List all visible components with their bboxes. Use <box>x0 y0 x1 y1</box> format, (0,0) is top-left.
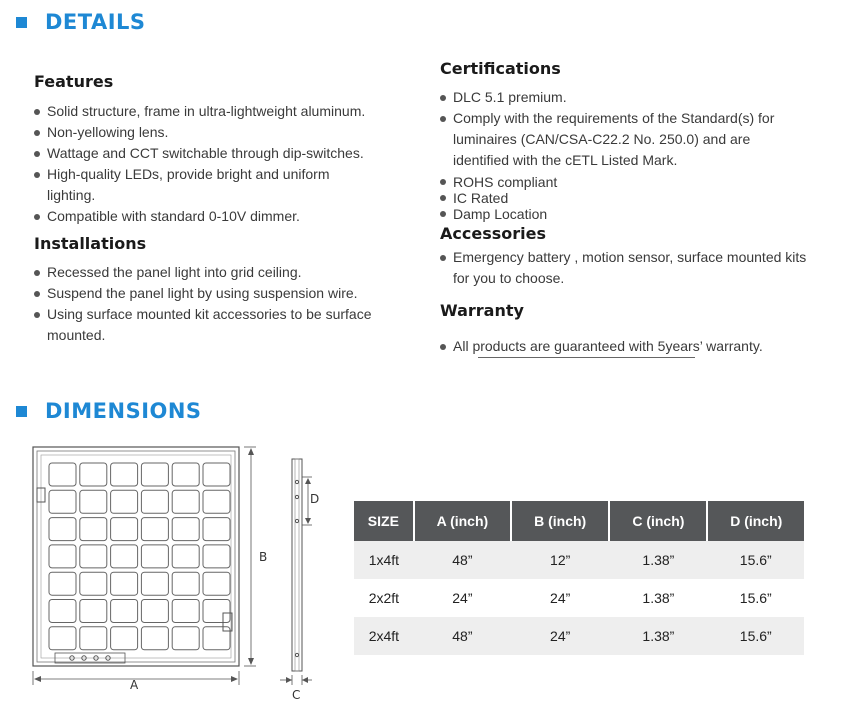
table-cell: 1.38” <box>609 541 707 579</box>
panel-cell <box>203 463 230 486</box>
panel-cell <box>203 545 230 568</box>
list-item: Using surface mounted kit accessories to be surface mounted. <box>33 304 382 346</box>
panel-cell <box>172 572 199 595</box>
panel-cell <box>111 600 138 623</box>
panel-cell <box>203 600 230 623</box>
panel-cell <box>111 490 138 513</box>
table-cell: 2x4ft <box>354 617 414 655</box>
panel-cell <box>203 572 230 595</box>
list-item: Recessed the panel light into grid ceiling. <box>33 262 393 283</box>
panel-cell <box>111 463 138 486</box>
panel-cell <box>172 463 199 486</box>
panel-cell <box>141 518 168 541</box>
panel-cell <box>111 545 138 568</box>
table-header-cell: A (inch) <box>414 501 511 541</box>
list-item: Non-yellowing lens. <box>33 122 393 143</box>
panel-cell <box>141 572 168 595</box>
dimensions-table <box>354 501 804 655</box>
dimension-label-d: D <box>310 492 320 506</box>
list-item: Emergency battery , motion sensor, surface mounted kits for you to choose. <box>439 247 814 289</box>
panel-cell <box>141 600 168 623</box>
panel-side-diagram <box>278 455 328 705</box>
panel-front-diagram <box>30 443 270 693</box>
panel-cell <box>141 463 168 486</box>
square-bullet-icon <box>16 406 27 417</box>
list-item: Compatible with standard 0-10V dimmer. <box>33 206 393 227</box>
warranty-list <box>439 336 814 357</box>
certifications-list-compact <box>439 174 809 222</box>
table-cell: 12” <box>511 541 609 579</box>
installations-list <box>33 262 393 346</box>
panel-cell <box>80 518 107 541</box>
dimension-label-a: A <box>130 678 139 692</box>
table-cell: 15.6” <box>739 590 772 606</box>
list-item: Solid structure, frame in ultra-lightweight aluminum. <box>33 101 393 122</box>
table-cell: 24” <box>452 590 473 606</box>
certifications-list <box>439 87 809 171</box>
details-section-title <box>16 10 146 34</box>
panel-cell <box>111 518 138 541</box>
panel-cell <box>80 463 107 486</box>
table-row <box>354 579 804 617</box>
panel-cell <box>172 545 199 568</box>
list-item: ROHS compliant <box>439 174 809 190</box>
panel-cell <box>49 627 76 650</box>
panel-cell <box>111 572 138 595</box>
panel-cell <box>49 600 76 623</box>
panel-cell <box>80 600 107 623</box>
accessories-list <box>439 247 814 289</box>
warranty-heading: Warranty <box>440 301 524 320</box>
table-row <box>354 617 804 655</box>
warranty-underline <box>478 357 695 358</box>
certifications-heading: Certifications <box>440 59 561 78</box>
table-header-row <box>354 501 804 541</box>
table-cell: 1.38” <box>642 590 675 606</box>
panel-cell <box>80 545 107 568</box>
panel-cell <box>203 518 230 541</box>
panel-cell <box>172 490 199 513</box>
table-cell: 24” <box>550 590 571 606</box>
details-title: DETAILS <box>45 10 146 34</box>
dimension-label-b: B <box>259 550 268 564</box>
table-cell: 2x2ft <box>368 590 400 606</box>
panel-cell <box>49 572 76 595</box>
table-row <box>354 541 804 579</box>
table-header-cell: D (inch) <box>707 501 804 541</box>
table-cell: 15.6” <box>707 541 804 579</box>
features-list <box>33 101 393 227</box>
panel-cell <box>80 490 107 513</box>
panel-cell <box>80 627 107 650</box>
panel-cell <box>49 463 76 486</box>
panel-cell <box>172 627 199 650</box>
panel-cell <box>141 545 168 568</box>
panel-cell <box>172 600 199 623</box>
dimensions-section-title <box>16 399 202 423</box>
panel-cell <box>141 490 168 513</box>
table-header-cell: SIZE <box>354 501 414 541</box>
panel-cell <box>203 627 230 650</box>
panel-cell <box>111 627 138 650</box>
panel-cell <box>172 518 199 541</box>
table-header-cell: C (inch) <box>609 501 707 541</box>
list-item: Comply with the requirements of the Standard(s) for luminaires (CAN/CSA-C22.2 No. 250.0) and are identified with the cETL Listed Mark. <box>439 108 809 171</box>
table-cell: 1.38” <box>609 617 707 655</box>
table-cell: 1x4ft <box>354 541 414 579</box>
list-item: Suspend the panel light by using suspension wire. <box>33 283 393 304</box>
dimension-label-c: C <box>292 688 301 702</box>
panel-cell <box>49 545 76 568</box>
table-cell: 15.6” <box>707 617 804 655</box>
installations-heading: Installations <box>34 234 147 253</box>
table-cell: 48” <box>414 617 511 655</box>
list-item: DLC 5.1 premium. <box>439 87 809 108</box>
panel-cell <box>203 490 230 513</box>
panel-cell <box>49 490 76 513</box>
list-item: Damp Location <box>439 206 809 222</box>
panel-cell <box>49 518 76 541</box>
list-item: IC Rated <box>439 190 809 206</box>
table-header-cell: B (inch) <box>511 501 609 541</box>
dimensions-title: DIMENSIONS <box>45 399 202 423</box>
features-heading: Features <box>34 72 114 91</box>
accessories-heading: Accessories <box>440 224 546 243</box>
list-item: All products are guaranteed with 5years’ warranty. <box>439 336 814 357</box>
table-cell: 24” <box>511 617 609 655</box>
table-cell: 48” <box>414 541 511 579</box>
list-item: Wattage and CCT switchable through dip-switches. <box>33 143 393 164</box>
square-bullet-icon <box>16 17 27 28</box>
panel-cell <box>80 572 107 595</box>
list-item: High-quality LEDs, provide bright and uniform lighting. <box>33 164 347 206</box>
panel-cell <box>141 627 168 650</box>
